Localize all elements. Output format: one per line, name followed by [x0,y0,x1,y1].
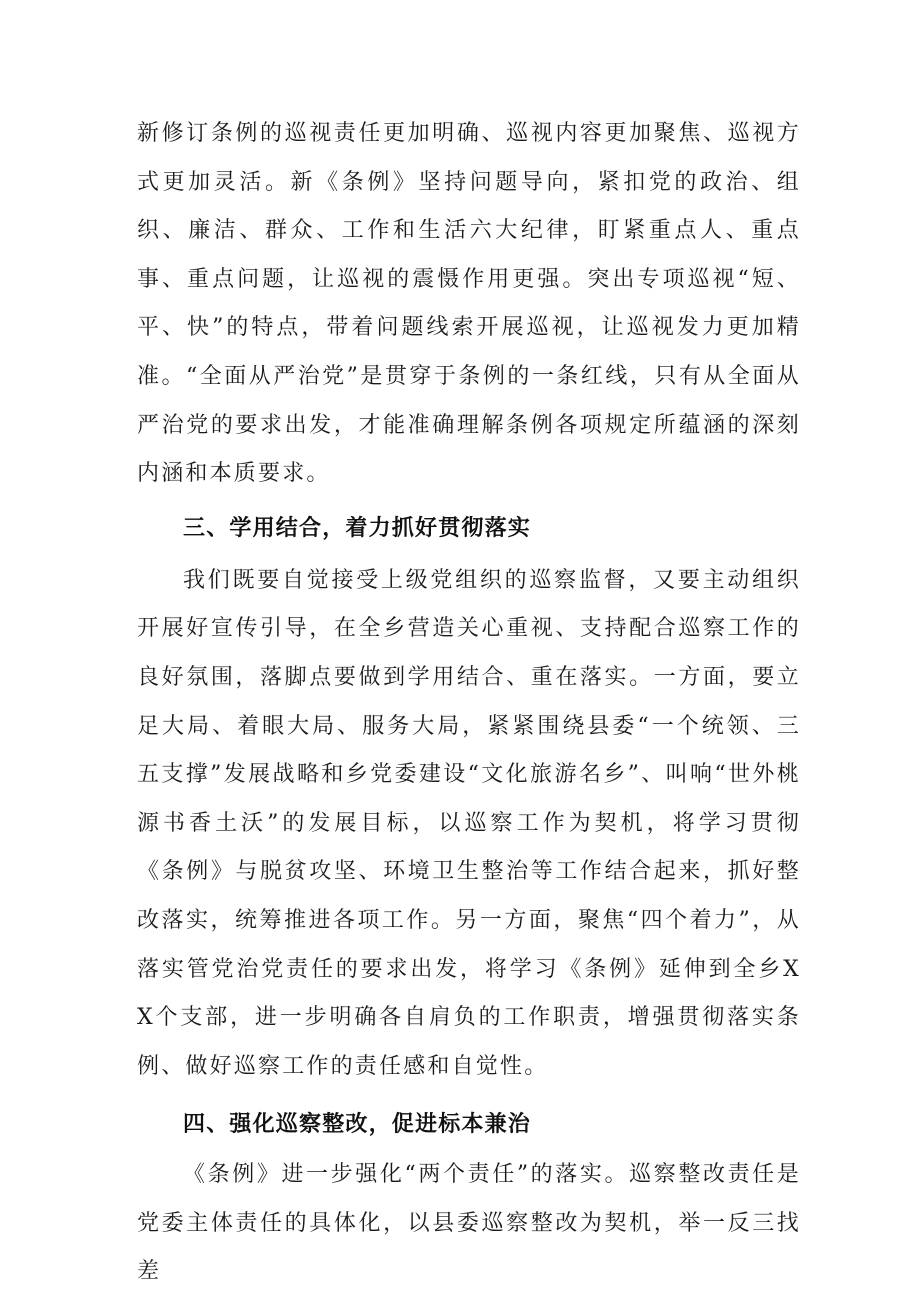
section-heading-4: 四、强化巡察整改，促进标本兼治 [183,1112,532,1138]
document-body [137,110,801,1297]
paragraph-continued: 新修订条例的巡视责任更加明确、巡视内容更加聚焦、巡视方式更加灵活。新《条例》坚持问题导向，紧扣党的政治、组织、廉洁、群众、工作和生活六大纪律，盯紧重点人、重点事、重点问题，让巡视的震慑作用更强。突出专项巡视“短、平、快”的特点，带着问题线索开展巡视，让巡视发力更加精准。“全面从严治党”是贯穿于条例的一条红线，只有从全面从严治党的要求出发，才能准确理解条例各项规定所蕴涵的深刻内涵和本质要求。 [137,121,801,487]
section-heading-3: 三、学用结合，着力抓好贯彻落实 [183,515,532,541]
paragraph-section-3: 我们既要自觉接受上级党组织的巡察监督，又要主动组织开展好宣传引导，在全乡营造关心重视、支持配合巡察工作的良好氛围，落脚点要做到学用结合、重在落实。一方面，要立足大局、着眼大局、服务大局，紧紧围绕县委“一个统领、三五支撑”发展战略和乡党委建设“文化旅游名乡”、叫响“世外桃源书香土沃”的发展目标，以巡察工作为契机，将学习贯彻《条例》与脱贫攻坚、环境卫生整治等工作结合起来，抓好整改落实，统筹推进各项工作。另一方面，聚焦“四个着力”，从落实管党治党责任的要求出发，将学习《条例》延伸到全乡XX个支部，进一步明确各自肩负的工作职责，增强贯彻落实条例、做好巡察工作的责任感和自觉性。 [137,567,801,1079]
paragraph-section-4: 《条例》进一步强化“两个责任”的落实。巡察整改责任是党委主体责任的具体化，以县委巡察整改为契机，举一反三找差 [137,1162,801,1285]
